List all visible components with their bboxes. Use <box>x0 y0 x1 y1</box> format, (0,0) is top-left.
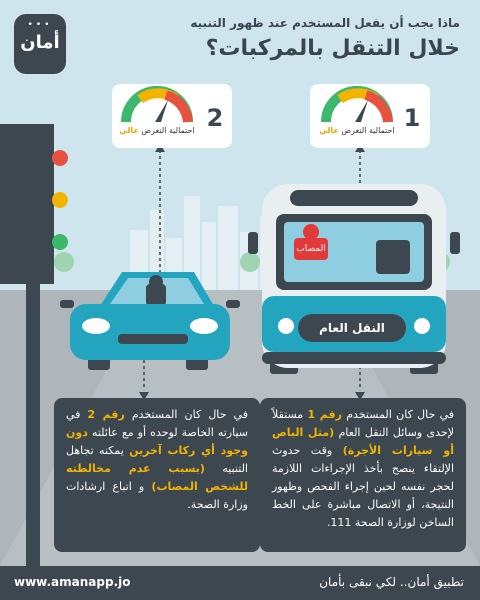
gauge-2-label <box>116 126 198 135</box>
footer-url[interactable]: www.amanapp.jo <box>14 575 131 589</box>
box2-highlight-1: رقم 2 <box>87 408 125 421</box>
gauge-1-number: 1 <box>403 104 421 132</box>
gauge-2-level: عالي <box>119 126 139 135</box>
header-subtitle: ماذا يجب أن يفعل المستخدم عند ظهور التنبيه <box>190 16 460 30</box>
box1-highlight-2: (مثل الباص أو سيارات الأجرة) <box>272 426 454 457</box>
box1-text-1: في حال كان المستخدم <box>341 408 454 421</box>
header-title: خلال التنقل بالمركبات؟ <box>205 36 460 61</box>
injured-passenger-tag: المصاب <box>296 244 326 254</box>
box1-text-2: مستقلاً لإحدى وسائل النقل العام <box>272 408 455 439</box>
box2-text-1: في حال كان المستخدم <box>124 408 248 421</box>
gauge-1-label-text: احتمالية التعرض <box>341 126 395 135</box>
info-box-user-1 <box>260 398 466 552</box>
box2-text-3: يمكنه تجاهل التنبيه <box>66 444 248 475</box>
box1-text-3: وقت حدوث الإلتقاء ينصح بأخذ الإجراءات اللازمة لحجر نفسه لحين إجراء الفحص وظهور النتيجة، أو الاتصال مباشرة على الخط الساخن لوزارة الصحة 111. <box>272 444 454 529</box>
box2-text-2: في سيارته الخاصة لوحده أو مع عائلته <box>66 408 248 439</box>
box2-text-4: و اتباع ارشادات وزارة الصحة. <box>66 480 248 511</box>
box2-highlight-3: (بسبب عدم مخالطته للشخص المصاب) <box>66 462 248 493</box>
aman-logo <box>14 14 66 74</box>
bus-icon <box>248 184 460 374</box>
gauge-1-level: عالي <box>319 126 339 135</box>
gauge-2-label-text: احتمالية التعرض <box>141 126 195 135</box>
footer-bar <box>0 566 480 600</box>
gauge-2-number: 2 <box>206 104 224 132</box>
bus-sign: النقل العام <box>319 321 385 335</box>
gauge-1-label <box>316 126 398 135</box>
logo-dots: ••• <box>27 20 53 30</box>
logo-word: أمان <box>20 32 60 53</box>
box2-highlight-2: دون وجود أي ركاب آخرين <box>66 426 248 457</box>
info-box-user-2 <box>54 398 260 552</box>
footer-slogan: تطبيق أمان.. لكي نبقى بأمان <box>319 575 464 589</box>
box1-highlight-1: رقم 1 <box>307 408 342 421</box>
